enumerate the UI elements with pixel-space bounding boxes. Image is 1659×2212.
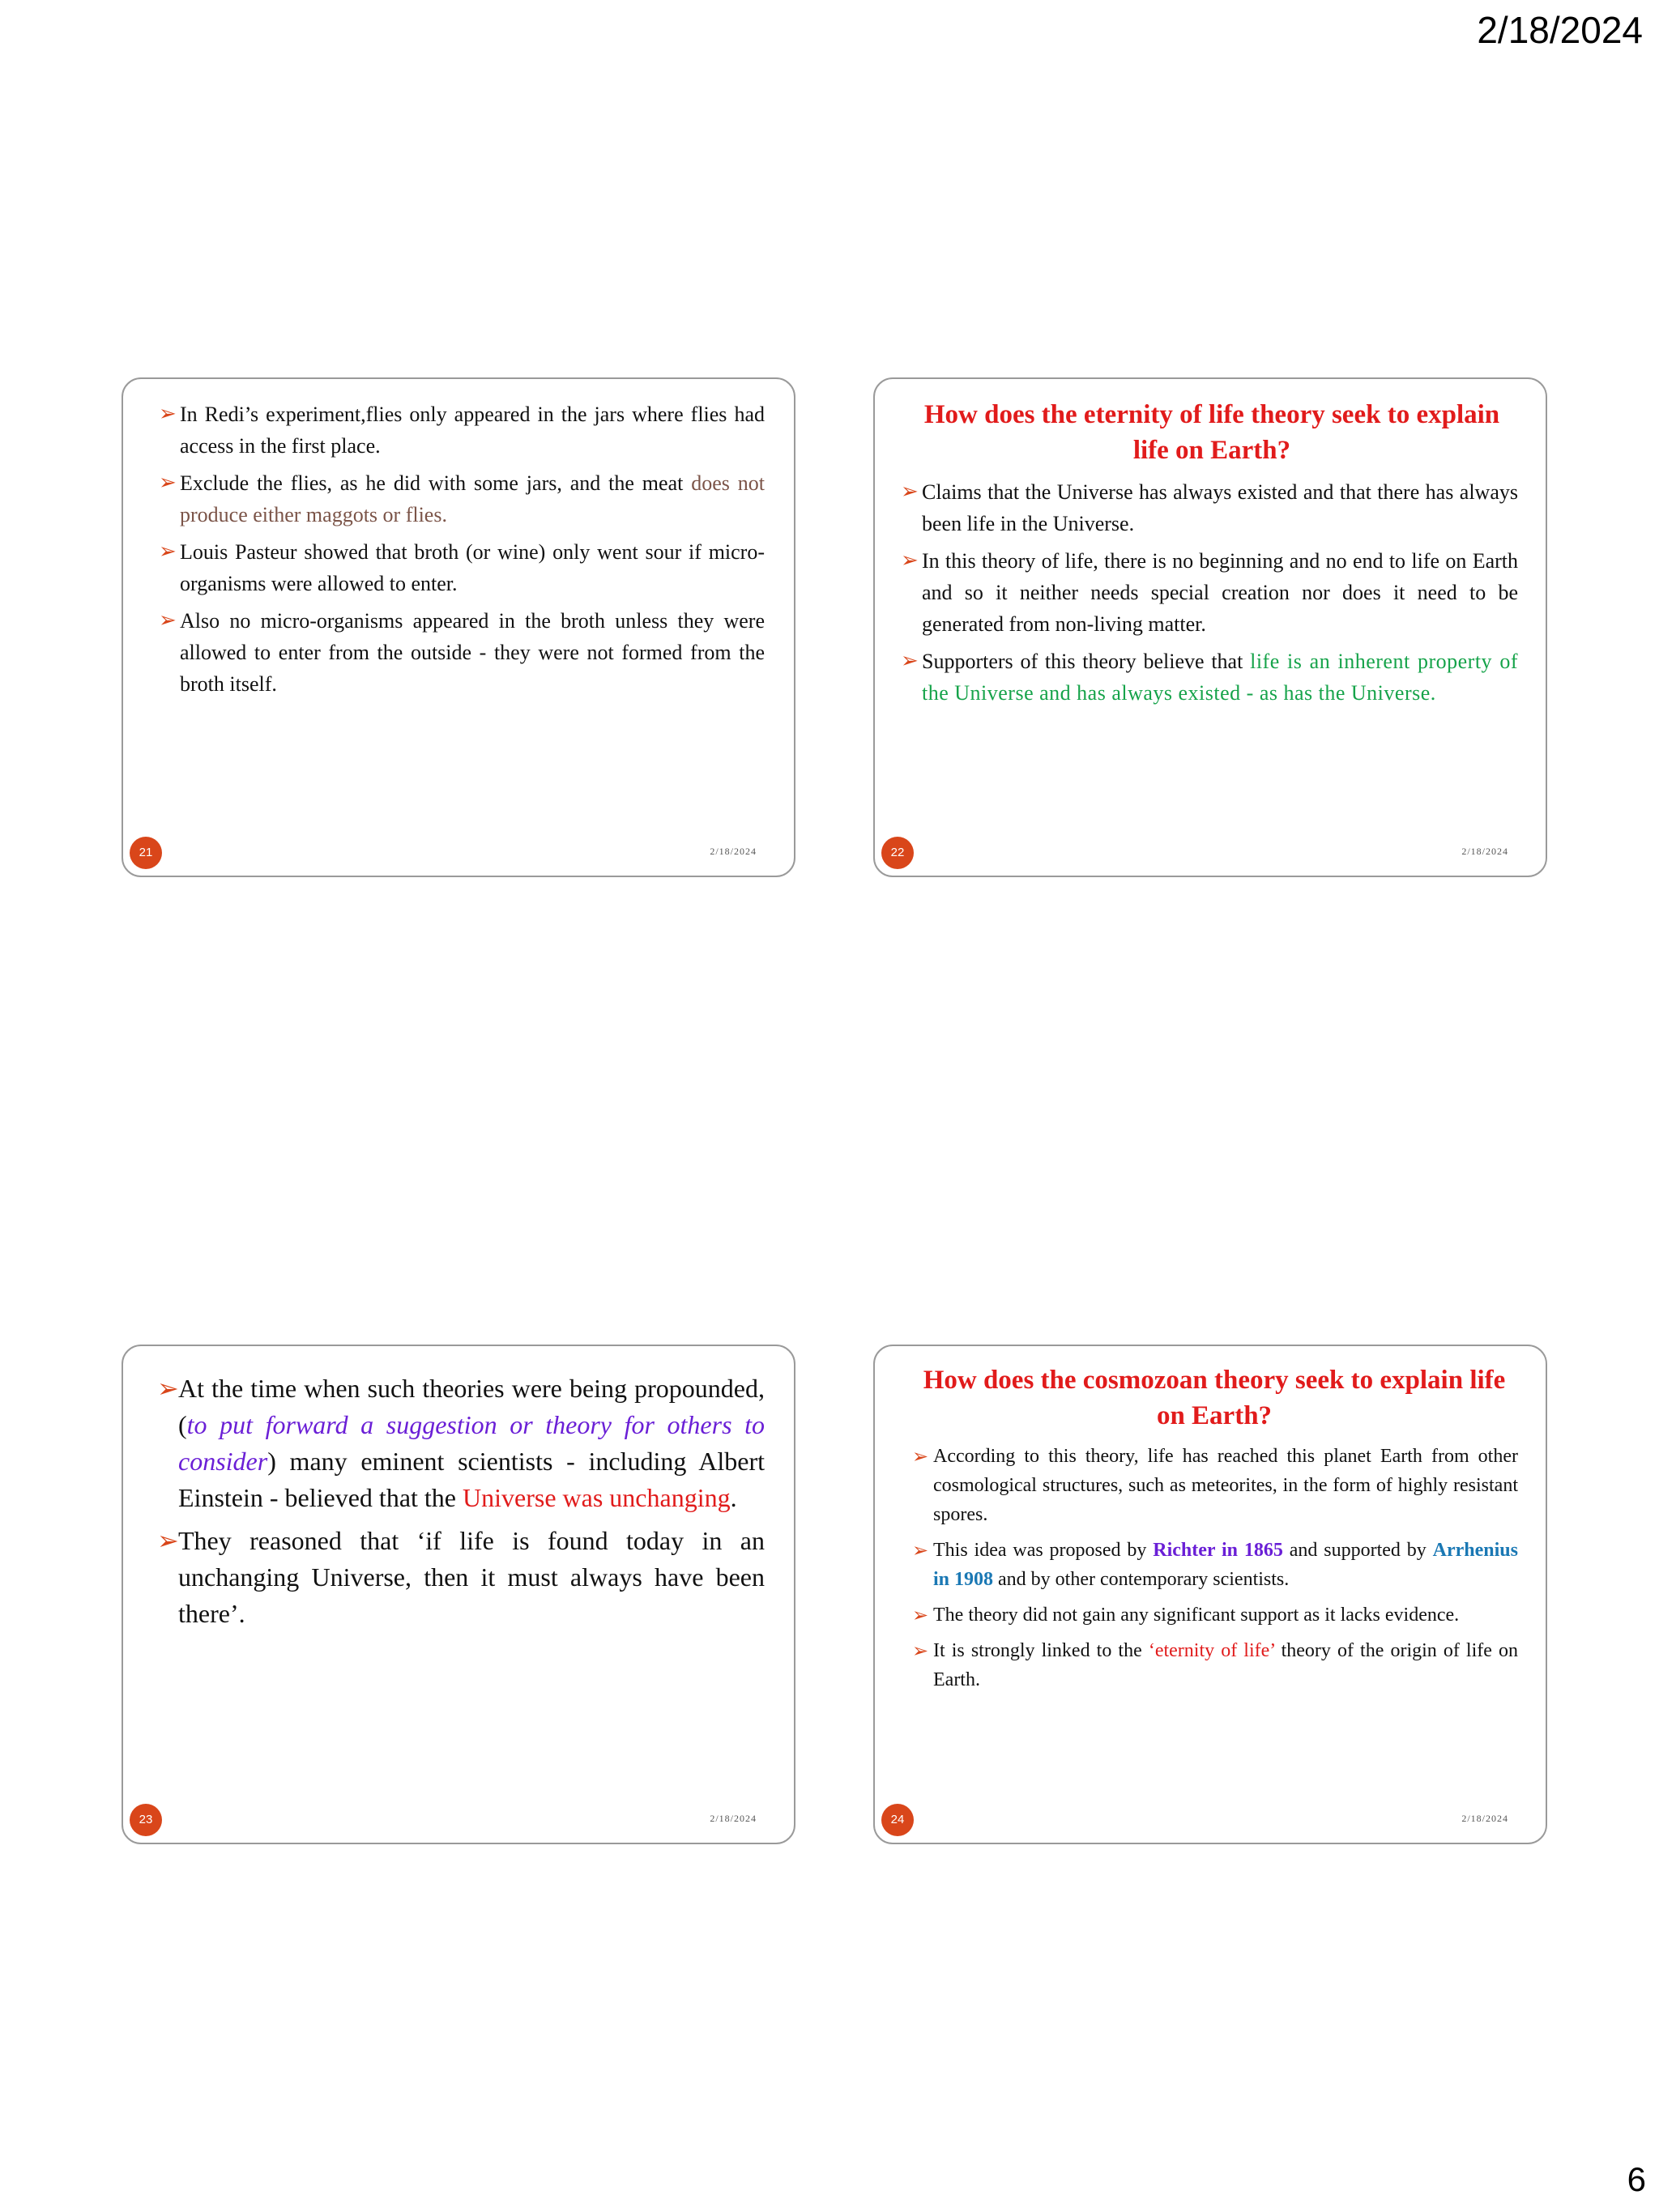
arrow-bullet-icon: ➢ — [901, 649, 919, 673]
bullet-text: They reasoned that ‘if life is found today in an unchanging Universe, then it must always have been there’. — [178, 1526, 765, 1628]
bullet-list — [157, 1370, 765, 1632]
slide-body — [157, 1370, 765, 1639]
arrow-bullet-icon: ➢ — [912, 1604, 929, 1626]
bullet-item — [159, 605, 765, 700]
highlight-text: life is an inherent property of the Universe and has always existed - as has the Universe. — [922, 650, 1519, 705]
definition-text: to put forward a suggestion or theory for others to consider — [178, 1410, 765, 1476]
bullet-item — [157, 1370, 765, 1516]
slide-title: How does the eternity of life theory seek to explain life on Earth? — [923, 400, 1500, 465]
bullet-text: Louis Pasteur showed that broth (or wine) only went sour if micro-organisms were allowed to enter. — [180, 540, 765, 595]
bullet-text: Supporters of this theory believe that — [922, 650, 1251, 673]
bullet-item — [157, 1523, 765, 1632]
arrow-bullet-icon: ➢ — [159, 539, 177, 564]
bullet-text: and by other contemporary scientists. — [993, 1569, 1290, 1590]
slide-body — [911, 1362, 1518, 1701]
bullet-list — [901, 476, 1519, 709]
bullet-list — [911, 1442, 1518, 1694]
slide-date: 2/18/2024 — [710, 1813, 757, 1824]
slide-body — [901, 397, 1519, 714]
bullet-text: The theory did not gain any significant support as it lacks evidence. — [933, 1605, 1460, 1626]
bullet-item — [901, 646, 1519, 709]
slide-24 — [873, 1345, 1547, 1844]
bullet-item — [901, 476, 1518, 539]
bullet-item — [159, 467, 765, 531]
bullet-text: . — [730, 1483, 737, 1512]
arrow-bullet-icon: ➢ — [912, 1639, 929, 1662]
bullet-item — [912, 1600, 1518, 1630]
highlight-text: does not produce either maggots or flies. — [180, 471, 765, 526]
slide-body — [159, 399, 765, 705]
arrow-bullet-icon: ➢ — [912, 1539, 929, 1562]
arrow-bullet-icon: ➢ — [157, 1373, 179, 1404]
bullet-item — [912, 1536, 1518, 1594]
arrow-bullet-icon: ➢ — [901, 479, 919, 504]
slide-number-badge: 22 — [881, 837, 914, 869]
slide-date: 2/18/2024 — [710, 846, 757, 857]
arrow-bullet-icon: ➢ — [159, 402, 177, 426]
bullet-text: Exclude the flies, as he did with some jars, and the meat — [180, 471, 692, 495]
slide-number-badge: 21 — [130, 837, 162, 869]
arrow-bullet-icon: ➢ — [912, 1445, 929, 1468]
bullet-text: In this theory of life, there is no beginning and no end to life on Earth and so it neither needs special creation nor does it need to be generated from non-living matter. — [922, 549, 1518, 636]
arrow-bullet-icon: ➢ — [159, 471, 177, 495]
slide-number-badge: 24 — [881, 1804, 914, 1836]
page-date: 2/18/2024 — [1477, 9, 1643, 51]
bullet-item — [912, 1636, 1519, 1694]
bullet-text: According to this theory, life has reached this planet Earth from other cosmological structures, such as meteorites, in the form of highly resistant spores. — [933, 1446, 1518, 1525]
bullet-item — [912, 1442, 1518, 1529]
bullet-text: This idea was proposed by — [933, 1540, 1154, 1561]
bullet-text: It is strongly linked to the — [933, 1640, 1149, 1661]
bullet-item — [901, 545, 1518, 640]
highlight-text: Richter in 1865 — [1153, 1540, 1283, 1561]
bullet-text: At the time when such theories were being propounded, ( — [178, 1374, 765, 1439]
highlight-text: Arrhenius in 1908 — [933, 1540, 1518, 1590]
slide-22 — [873, 377, 1547, 877]
slide-date: 2/18/2024 — [1461, 846, 1508, 857]
bullet-text: theory of the origin of life on Earth. — [933, 1640, 1519, 1690]
bullet-text: and supported by — [1282, 1540, 1433, 1561]
slide-21 — [122, 377, 795, 877]
bullet-text: Claims that the Universe has always existed and that there has always been life in the Universe. — [922, 480, 1518, 535]
arrow-bullet-icon: ➢ — [157, 1525, 179, 1556]
bullet-text: ) many eminent scientists - including Albert Einstein - believed that the — [178, 1447, 765, 1512]
arrow-bullet-icon: ➢ — [901, 548, 919, 573]
slide-title: How does the cosmozoan theory seek to explain life on Earth? — [923, 1366, 1506, 1430]
slide-date: 2/18/2024 — [1461, 1813, 1508, 1824]
arrow-bullet-icon: ➢ — [159, 608, 177, 633]
bullet-item — [159, 399, 765, 462]
slide-23 — [122, 1345, 795, 1844]
bullet-item — [159, 536, 765, 599]
highlight-text: Universe was unchanging — [463, 1483, 731, 1512]
page-number: 6 — [1627, 2160, 1646, 2198]
bullet-text: Also no micro-organisms appeared in the broth unless they were allowed to enter from the outside - they were not formed from the broth itself. — [180, 609, 765, 696]
highlight-text: ‘eternity of life’ — [1148, 1640, 1275, 1661]
slide-number-badge: 23 — [130, 1804, 162, 1836]
bullet-text: In Redi’s experiment,flies only appeared in the jars where flies had access in the first place. — [180, 403, 765, 458]
